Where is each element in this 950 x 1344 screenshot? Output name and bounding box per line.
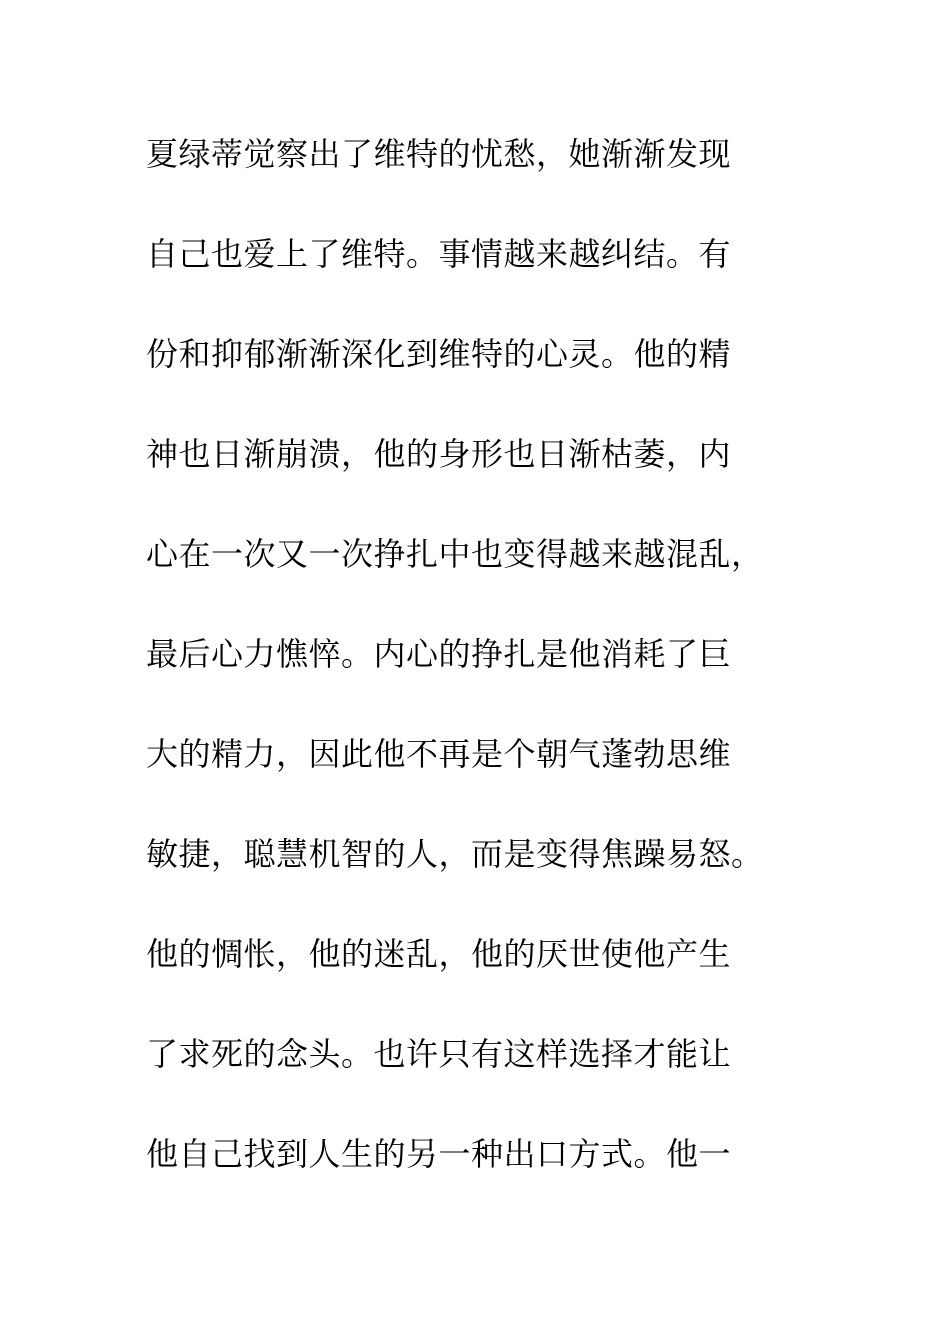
text-line: 自己也爱上了维特。事情越来越纠结。有 bbox=[146, 235, 732, 273]
text-line: 大的精力，因此他不再是个朝气蓬勃思维 bbox=[146, 735, 732, 773]
text-line: 心在一次又一次挣扎中也变得越来越混乱， bbox=[146, 535, 764, 573]
text-line: 敏捷，聪慧机智的人，而是变得焦躁易怒。 bbox=[146, 835, 764, 873]
text-line: 夏绿蒂觉察出了维特的忧愁，她渐渐发现 bbox=[146, 135, 732, 173]
text-line: 份和抑郁渐渐深化到维特的心灵。他的精 bbox=[146, 335, 732, 373]
text-line: 他的惆怅，他的迷乱，他的厌世使他产生 bbox=[146, 935, 732, 973]
text-line: 神也日渐崩溃，他的身形也日渐枯萎，内 bbox=[146, 435, 732, 473]
text-line: 最后心力憔悴。内心的挣扎是他消耗了巨 bbox=[146, 635, 732, 673]
text-line: 他自己找到人生的另一种出口方式。他一 bbox=[146, 1135, 732, 1173]
body-paragraph bbox=[146, 126, 846, 1226]
text-line: 了求死的念头。也许只有这样选择才能让 bbox=[146, 1035, 732, 1073]
